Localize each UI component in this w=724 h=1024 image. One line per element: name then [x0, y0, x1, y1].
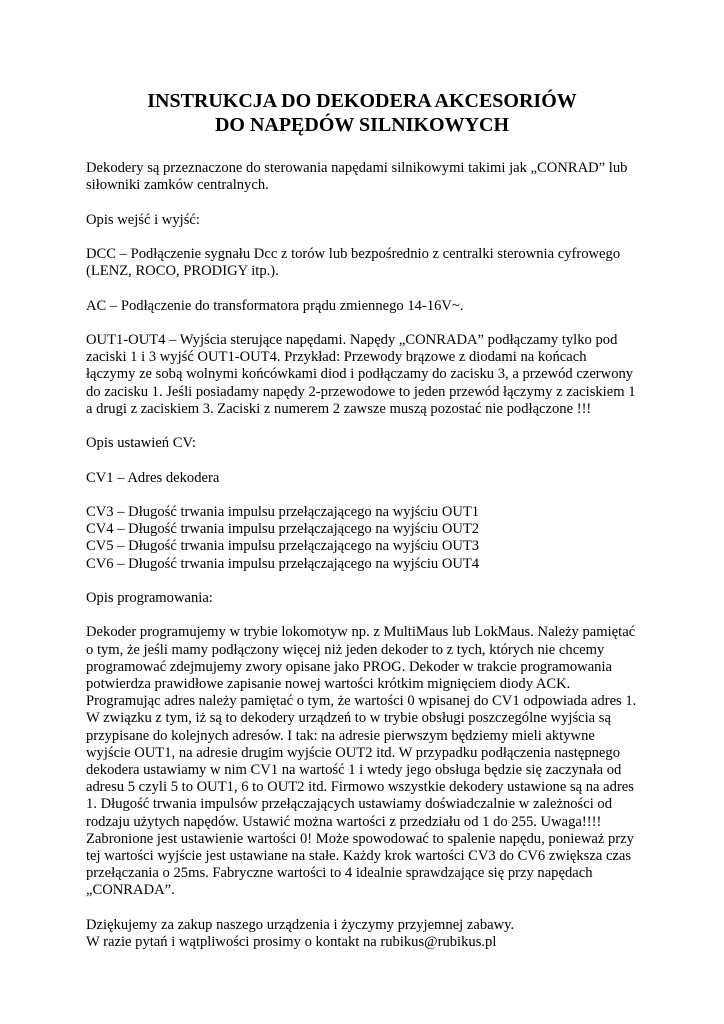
text-line: DCC – Podłączenie sygnału Dcc z torów lub bezpośrednio z centralki sterownia cyfrowego [86, 245, 621, 262]
text-line: siłowniki zamków centralnych. [86, 177, 269, 194]
cv-list [86, 504, 646, 573]
text-line: potwierdza prawidłowe zapisanie nowej wartości krótkim mignięciem diody ACK. [86, 675, 571, 692]
cv-heading: Opis ustawień CV: [86, 435, 196, 452]
document-title-line-2: DO NAPĘDÓW SILNIKOWYCH [214, 114, 510, 136]
intro-paragraph [86, 160, 646, 194]
text-line: łączymy ze sobą wolnymi końcówkami diod i podłączamy do zacisku 3, a przewód czerwony [86, 366, 634, 383]
text-line: do zacisku 1. Jeśli posiadamy napędy 2-przewodowe to jeden przewód łączymy z zaciskiem 1 [86, 383, 636, 400]
out-paragraph [86, 332, 646, 418]
cv-list-item: CV3 – Długość trwania impulsu przełączającego na wyjściu OUT1 [86, 503, 480, 520]
cv-list-item: CV4 – Długość trwania impulsu przełączającego na wyjściu OUT2 [86, 521, 480, 538]
cv-list-item: CV5 – Długość trwania impulsu przełączającego na wyjściu OUT3 [86, 538, 480, 555]
document-body [86, 160, 646, 968]
text-line: przełączania o 25ms. Fabryczne wartości to 4 idealnie sprawdzające się przy napędach [86, 865, 593, 882]
text-line: AC – Podłączenie do transformatora prądu zmiennego 14-16V~. [86, 297, 464, 314]
text-line: programować zdejmujemy zwory opisane jako PROG. Dekoder w trakcie programowania [86, 658, 613, 675]
text-line: Dekodery są przeznaczone do sterowania napędami silnikowymi takimi jak „CONRAD” lub [86, 160, 628, 176]
programming-paragraph [86, 624, 646, 899]
cv1-line: CV1 – Adres dekodera [86, 469, 220, 486]
text-line: (LENZ, ROCO, PRODIGY itp.). [86, 263, 279, 280]
text-line: Zabronione jest ustawienie wartości 0! Może spowodować to spalenie napędu, ponieważ przy [86, 830, 634, 847]
text-line: o tym, że jeśli mamy podłączony więcej niż jeden dekoder to z tych, których nie chcemy [86, 641, 605, 658]
text-line: 1. Długość trwania impulsów przełączających ustawiamy doświadczalnie w zależności od [86, 796, 612, 813]
io-heading: Opis wejść i wyjść: [86, 211, 200, 228]
text-line: rodzaju użytych napędów. Ustawić można wartości z przedziału od 1 do 255. Uwaga!!!! [86, 813, 602, 830]
text-line: dekodera ustawiamy w nim CV1 na wartość 1 i wtedy jego obsługa będzie się zaczynała od [86, 761, 622, 778]
dcc-paragraph [86, 246, 646, 280]
text-line: Programując adres należy pamiętać o tym, że wartości 0 wpisanej do CV1 odpowiada adres 1. [86, 693, 637, 710]
cv-list-item: CV6 – Długość trwania impulsu przełączającego na wyjściu OUT4 [86, 555, 480, 572]
text-line: OUT1-OUT4 – Wyjścia sterujące napędami. Napędy „CONRADA” podłączamy tylko pod [86, 331, 618, 348]
text-line: przypisane do kolejnych adresów. I tak: na adresie pierwszym będziemy mieli aktywne [86, 727, 595, 744]
text-line: wyjście OUT1, na adresie drugim wyjście OUT2 itd. W przypadku podłączenia następnego [86, 744, 621, 761]
text-line: adresu 5 czyli 5 to OUT1, 6 to OUT2 itd. Firmowo wszystkie dekodery ustawione są na adres [86, 779, 634, 796]
text-line: „CONRADA”. [86, 882, 175, 899]
text-line: W związku z tym, iż są to dekodery urządzeń to w trybie obsługi poszczególne wyjścia są [86, 710, 611, 727]
text-line: Dekoder programujemy w trybie lokomotyw np. z MultiMaus lub LokMaus. Należy pamiętać [86, 624, 636, 641]
document-title-line-1: INSTRUKCJA DO DEKODERA AKCESORIÓW [147, 90, 577, 112]
text-line: a drugi z zaciskiem 3. Zaciski z numerem 2 zawsze muszą pozostać nie podłączone !!! [86, 400, 592, 417]
ac-paragraph [86, 298, 646, 315]
text-line: tej wartości wyjście jest ustawiane na stałe. Każdy krok wartości CV3 do CV6 zwiększa czas [86, 847, 632, 864]
contact-line: W razie pytań i wątpliwości prosimy o kontakt na rubikus@rubikus.pl [86, 933, 497, 950]
programming-heading: Opis programowania: [86, 589, 213, 606]
text-line: Dziękujemy za zakup naszego urządzenia i życzymy przyjemnej zabawy. [86, 916, 515, 933]
closing-paragraph [86, 917, 646, 951]
text-line: zaciski 1 i 3 wyjść OUT1-OUT4. Przykład: Przewody brązowe z diodami na końcach [86, 349, 587, 366]
